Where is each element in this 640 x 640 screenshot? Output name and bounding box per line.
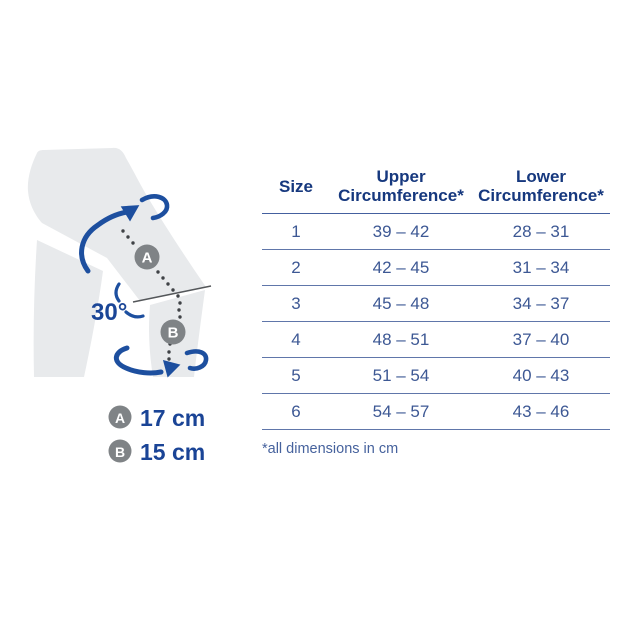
cell-upper: 51 – 54 — [372, 365, 430, 385]
cell-size: 3 — [291, 293, 301, 313]
cell-size: 5 — [291, 365, 301, 385]
cell-lower: 31 – 34 — [512, 257, 570, 277]
col-header-lower: Lower Circumference* — [478, 167, 604, 205]
cell-upper: 45 – 48 — [372, 293, 430, 313]
table-row-size-4 — [262, 322, 610, 358]
legend-b — [109, 439, 206, 465]
legend-a-value: 17 cm — [140, 405, 206, 431]
col-header-size: Size — [278, 176, 314, 196]
marker-a — [135, 245, 160, 270]
table-row-size-3 — [262, 286, 610, 322]
table-row-size-6 — [262, 394, 610, 430]
size-table-header-row — [262, 161, 610, 214]
angle-label: 30° — [91, 299, 128, 326]
cell-upper: 48 – 51 — [372, 329, 430, 349]
cell-size: 1 — [291, 221, 301, 241]
cell-size: 4 — [291, 329, 301, 349]
cell-lower: 28 – 31 — [512, 221, 570, 241]
col-header-upper: Upper Circumference* — [338, 167, 464, 205]
legend-a — [109, 405, 206, 431]
table-row-size-2 — [262, 250, 610, 286]
size-table — [262, 161, 610, 457]
leg-measurement-diagram — [0, 140, 260, 485]
cell-lower: 37 – 40 — [512, 329, 570, 349]
cell-upper: 54 – 57 — [372, 401, 430, 421]
dimensions-footnote: *all dimensions in cm — [262, 441, 399, 457]
marker-b — [161, 320, 186, 345]
cell-lower: 40 – 43 — [512, 365, 570, 385]
legend-b-letter: B — [114, 444, 126, 460]
marker-b-letter: B — [167, 324, 179, 342]
cell-lower: 43 – 46 — [512, 401, 570, 421]
table-row-size-5 — [262, 358, 610, 394]
cell-size: 2 — [291, 257, 301, 277]
marker-a-letter: A — [141, 249, 153, 267]
cell-upper: 42 – 45 — [372, 257, 430, 277]
cell-size: 6 — [291, 401, 301, 421]
legend-a-letter: A — [114, 410, 126, 426]
table-row-size-1 — [262, 214, 610, 250]
cell-upper: 39 – 42 — [372, 221, 430, 241]
legend-b-value: 15 cm — [140, 439, 206, 465]
cell-lower: 34 – 37 — [512, 293, 570, 313]
